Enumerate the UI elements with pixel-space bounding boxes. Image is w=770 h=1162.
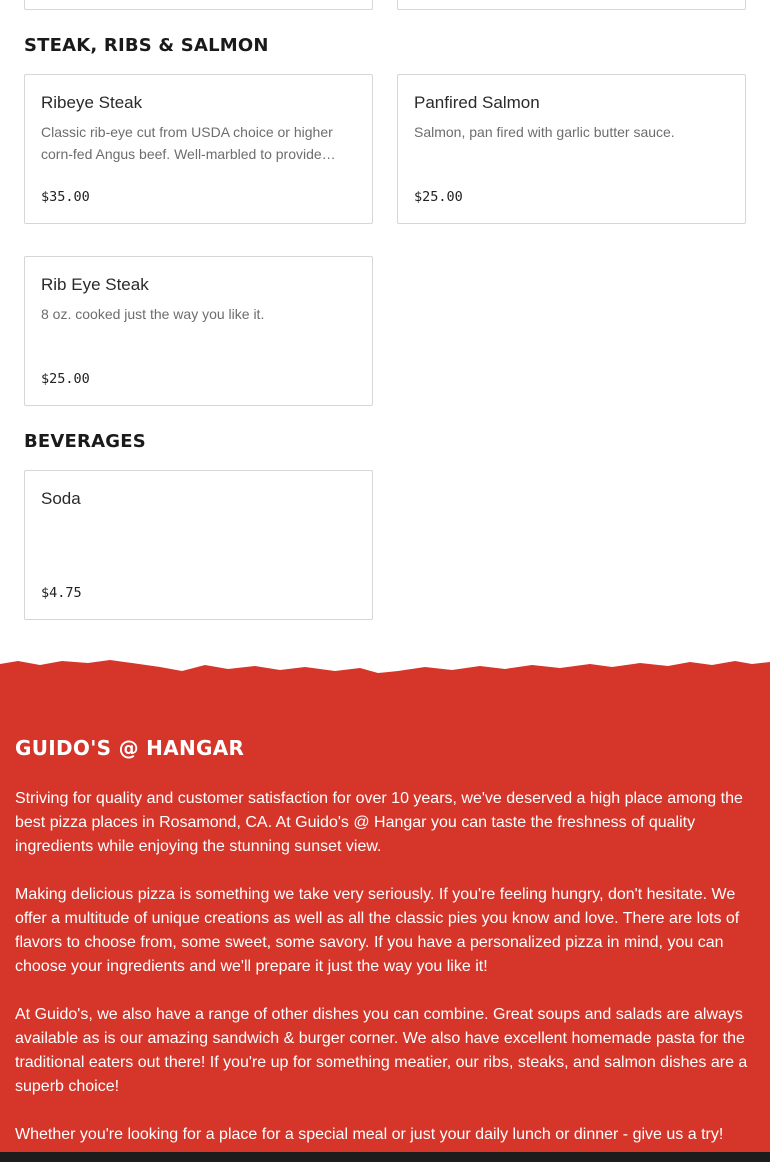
menu-item-name: Soda <box>41 489 81 508</box>
menu-item-card[interactable] <box>397 74 746 224</box>
menu-item-name: Rib Eye Steak <box>41 275 149 294</box>
section-heading-steak: STEAK, RIBS & SALMON <box>24 35 269 56</box>
menu-item-price: $25.00 <box>41 371 90 387</box>
menu-item-price: $25.00 <box>414 189 463 205</box>
menu-item-name: Panfired Salmon <box>414 93 540 112</box>
menu-item-description: Salmon, pan fired with garlic butter sauce. <box>414 124 675 140</box>
previous-menu-card[interactable] <box>24 0 373 10</box>
menu-item-card[interactable] <box>24 470 373 620</box>
menu-item-description: 8 oz. cooked just the way you like it. <box>41 306 265 322</box>
about-footer <box>0 656 770 1162</box>
footer-title: GUIDO'S @ HANGAR <box>15 736 245 760</box>
menu-item-card[interactable] <box>24 74 373 224</box>
menu-item-price: $35.00 <box>41 189 90 205</box>
torn-paper-edge <box>0 656 770 682</box>
menu-item-description: Classic rib-eye cut from USDA choice or higher corn-fed Angus beef. Well-marbled to provide… <box>41 124 336 162</box>
section-heading-beverages: BEVERAGES <box>24 431 146 452</box>
bottom-bar <box>0 1152 770 1162</box>
footer-paragraph: Making delicious pizza is something we take very seriously. If you're feeling hungry, don't hesitate. We offer a multitude of unique creations as well as all the classic pies you know and love. There are lots of flavors to choose from, some sweet, some savory. If you have a personalized pizza in mind, you can choose your ingredients and we'll prepare it just the way you like it! <box>15 886 740 975</box>
menu-item-price: $4.75 <box>41 585 82 601</box>
footer-paragraph: Striving for quality and customer satisfaction for over 10 years, we've deserved a high place among the best pizza places in Rosamond, CA. At Guido's @ Hangar you can taste the freshness of quality ingredients while enjoying the stunning sunset view. <box>15 790 743 855</box>
footer-paragraph: At Guido's, we also have a range of other dishes you can combine. Great soups and salads are always available as is our amazing sandwich & burger corner. We also have excellent homemade pasta for the traditional eaters out there! If you're up for something meatier, our ribs, steaks, and salmon dishes are a superb choice! <box>15 1006 748 1095</box>
menu-item-card[interactable] <box>24 256 373 406</box>
footer-paragraph: Whether you're looking for a place for a special meal or just your daily lunch or dinner - give us a try! <box>15 1126 724 1143</box>
previous-menu-card[interactable] <box>397 0 746 10</box>
menu-item-name: Ribeye Steak <box>41 93 143 112</box>
